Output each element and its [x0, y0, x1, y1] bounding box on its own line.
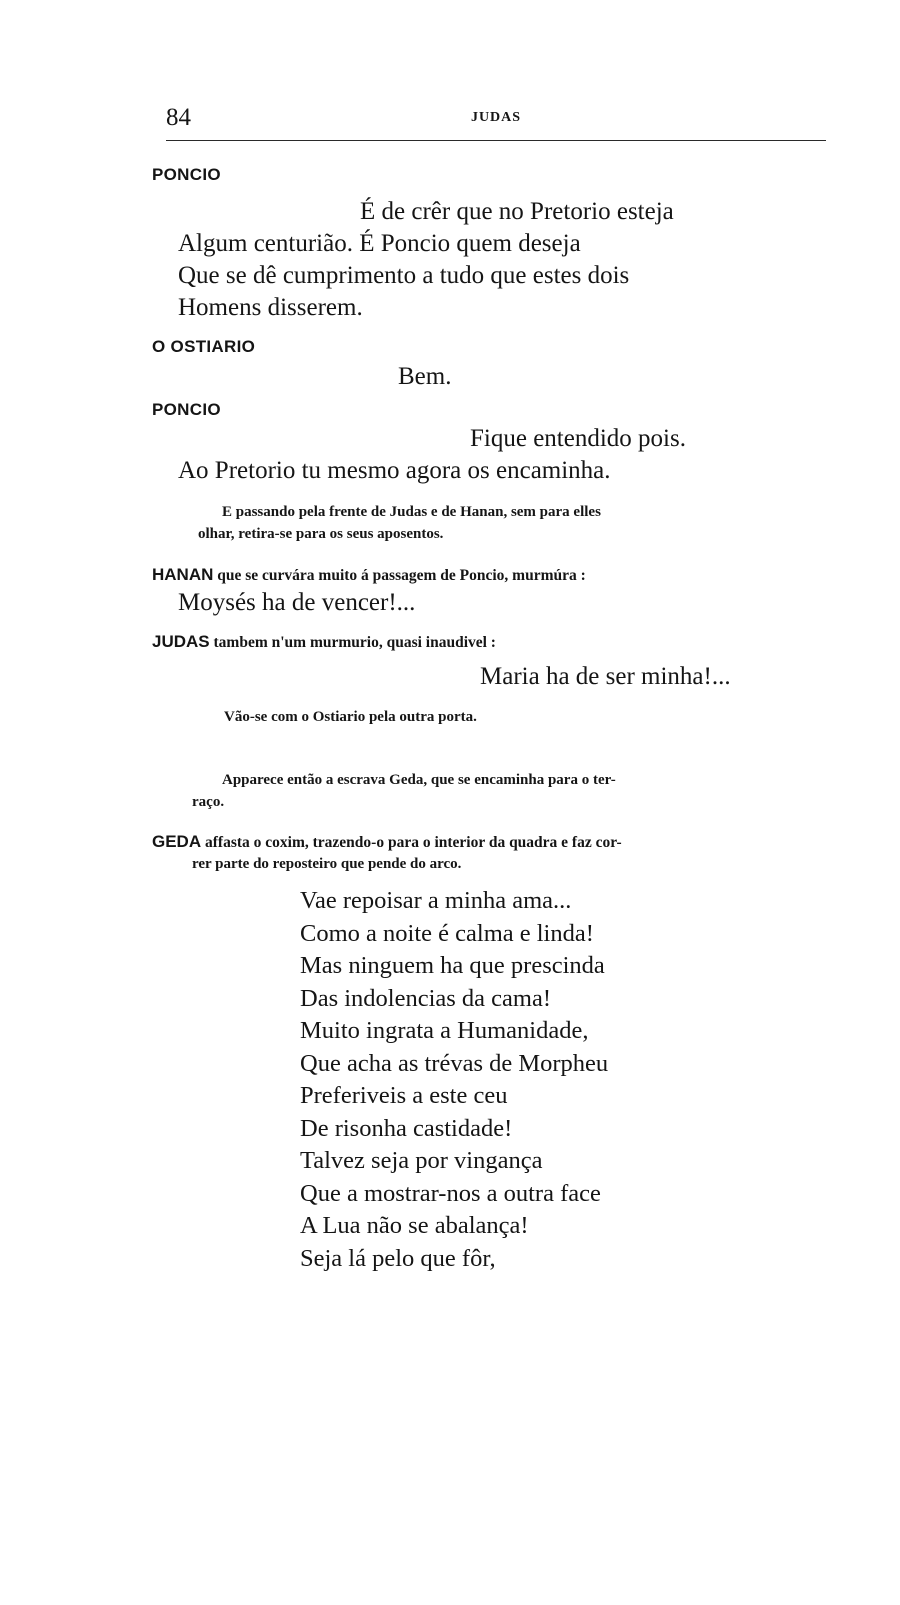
poem-line: Talvez seja por vingança: [300, 1147, 543, 1174]
running-title: JUDAS: [470, 110, 522, 125]
stage-direction: affasta o coxim, trazendo-o para o interior da quadra e faz cor-: [205, 834, 622, 851]
speaker-judas: JUDAS: [152, 632, 210, 651]
stage-direction: E passando pela frente de Judas e de Hanan, sem para elles: [222, 504, 601, 520]
speaker-hanan-line: [152, 565, 586, 585]
speaker-geda-line: [152, 832, 622, 852]
speaker-poncio: PONCIO: [152, 165, 221, 184]
poem-line: A Lua não se abalança!: [300, 1212, 529, 1239]
speaker-geda: GEDA: [152, 832, 202, 851]
verse-line: É de crêr que no Pretorio esteja: [360, 198, 674, 225]
poem-line: Como a noite é calma e linda!: [300, 919, 594, 947]
verse-line: Moysés ha de vencer!...: [178, 589, 416, 616]
poem-line: Das indolencias da cama!: [300, 984, 552, 1012]
poem-line: Mas ninguem ha que prescinda: [300, 952, 605, 979]
stage-direction: olhar, retira-se para os seus aposentos.: [198, 526, 444, 542]
poem-line: Que a mostrar-nos a outra face: [300, 1179, 601, 1207]
speaker-hanan: HANAN: [152, 565, 214, 584]
verse-line: Maria ha de ser minha!...: [480, 663, 731, 690]
stage-direction: raço.: [192, 794, 225, 810]
verse-line: Fique entendido pois.: [470, 425, 686, 452]
stage-direction: rer parte do reposteiro que pende do arco.: [192, 856, 462, 872]
stage-direction: tambem n'um murmurio, quasi inaudivel :: [213, 634, 496, 651]
page-header: [166, 100, 826, 140]
verse-line: Algum centurião. É Poncio quem deseja: [178, 230, 581, 257]
verse-line: Bem.: [398, 363, 452, 390]
page-number: 84: [166, 104, 191, 131]
header-rule: [166, 140, 826, 141]
stage-direction: que se curvára muito á passagem de Poncio, murmúra :: [217, 567, 586, 584]
poem-block: [300, 885, 608, 1275]
verse-line: Que se dê cumprimento a tudo que estes dois: [178, 262, 630, 289]
stage-direction: Vão-se com o Ostiario pela outra porta.: [224, 709, 477, 725]
speaker-ostiario: O OSTIARIO: [152, 337, 256, 356]
stage-direction: Apparece então a escrava Geda, que se encaminha para o ter-: [222, 772, 616, 788]
speaker-poncio: PONCIO: [152, 400, 221, 419]
speaker-judas-line: [152, 632, 496, 652]
poem-line: Preferiveis a este ceu: [300, 1082, 508, 1109]
verse-line: Homens disserem.: [178, 294, 363, 321]
poem-line: Que acha as trévas de Morpheu: [300, 1049, 609, 1077]
verse-line: Ao Pretorio tu mesmo agora os encaminha.: [178, 457, 611, 484]
poem-line: De risonha castidade!: [300, 1114, 513, 1142]
poem-line: Seja lá pelo que fôr,: [300, 1244, 496, 1272]
poem-line: Vae repoisar a minha ama...: [300, 887, 572, 914]
poem-line: Muito ingrata a Humanidade,: [300, 1017, 589, 1044]
